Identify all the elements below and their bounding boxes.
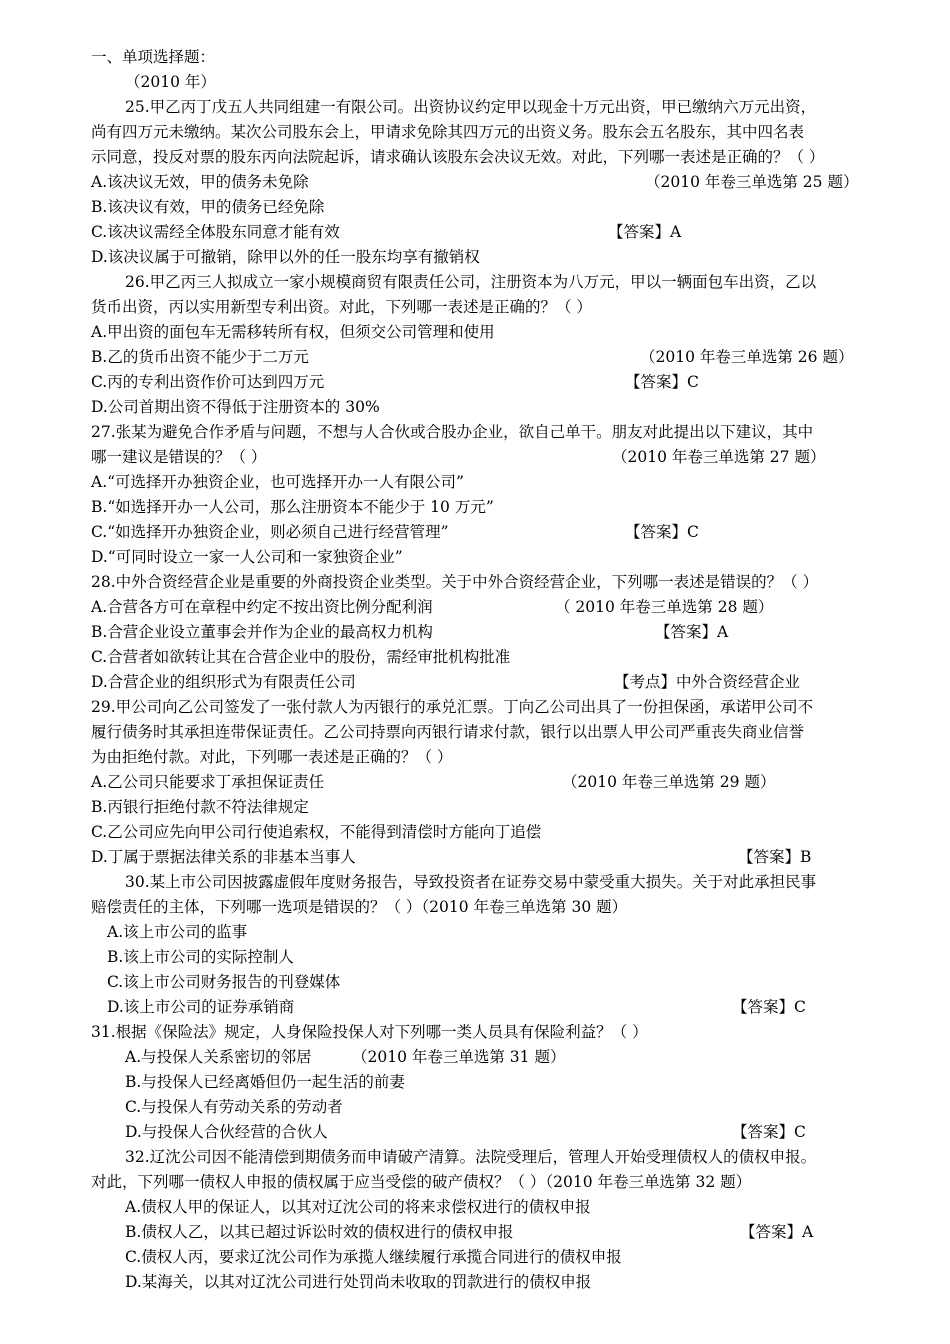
q32-stem-line-1: 32.辽沈公司因不能清偿到期债务而申请破产清算。法院受理后，管理人开始受理债权人的债权申报。 bbox=[125, 1148, 817, 1166]
q29-option-c: C.乙公司应先向甲公司行使追索权，不能得到清偿时方能向丁追偿 bbox=[91, 823, 542, 841]
q30-option-b: B.该上市公司的实际控制人 bbox=[107, 948, 294, 966]
q26-option-d: D.公司首期出资不得低于注册资本的 30% bbox=[91, 398, 380, 416]
q30-option-d: D.该上市公司的证券承销商 bbox=[107, 998, 295, 1016]
q27-answer: 【答案】C bbox=[625, 523, 699, 541]
q27-option-a: A.“可选择开办独资企业，也可选择开办一人有限公司” bbox=[91, 473, 464, 491]
q25-stem-line-1: 25.甲乙丙丁戊五人共同组建一有限公司。出资协议约定甲以现金十万元出资，甲已缴纳六万元出资， bbox=[125, 98, 817, 116]
q26-answer: 【答案】C bbox=[625, 373, 699, 391]
q29-source: （2010 年卷三单选第 29 题） bbox=[562, 773, 776, 791]
q26-option-a: A.甲出资的面包车无需移转所有权，但须交公司管理和使用 bbox=[91, 323, 495, 341]
q25-option-c: C.该决议需经全体股东同意才能有效 bbox=[91, 223, 340, 241]
q29-option-b: B.丙银行拒绝付款不符法律规定 bbox=[91, 798, 309, 816]
q27-option-d: D.“可同时设立一家一人公司和一家独资企业” bbox=[91, 548, 403, 566]
q31-option-a: A.与投保人关系密切的邻居 bbox=[125, 1048, 312, 1066]
q30-option-c: C.该上市公司财务报告的刊登媒体 bbox=[107, 973, 341, 991]
q30-stem-line-1: 30.某上市公司因披露虚假年度财务报告，导致投资者在证券交易中蒙受重大损失。关于对此承担民事 bbox=[125, 873, 817, 891]
q28-option-d: D.合营企业的组织形式为有限责任公司 bbox=[91, 673, 356, 691]
q31-source: （2010 年卷三单选第 31 题） bbox=[352, 1048, 566, 1066]
q27-option-c: C.“如选择开办独资企业，则必须自己进行经营管理” bbox=[91, 523, 449, 541]
q26-option-b: B.乙的货币出资不能少于二万元 bbox=[91, 348, 309, 366]
q25-option-b: B.该决议有效，甲的债务已经免除 bbox=[91, 198, 325, 216]
q31-option-c: C.与投保人有劳动关系的劳动者 bbox=[125, 1098, 343, 1116]
q26-stem-line-1: 26.甲乙丙三人拟成立一家小规模商贸有限责任公司，注册资本为八万元，甲以一辆面包车出资，乙以 bbox=[125, 273, 817, 291]
q30-stem-line-2: 赔偿责任的主体，下列哪一选项是错误的？（ ）（2010 年卷三单选第 30 题） bbox=[91, 898, 628, 916]
q29-answer: 【答案】B bbox=[738, 848, 812, 866]
q25-stem-line-2: 尚有四万元未缴纳。某次公司股东会上，甲请求免除其四万元的出资义务。股东会五名股东，其中四名表 bbox=[91, 123, 805, 141]
q26-stem-line-2: 货币出资，丙以实用新型专利出资。对此，下列哪一表述是正确的？（ ） bbox=[91, 298, 592, 316]
q32-option-a: A.债权人甲的保证人，以其对辽沈公司的将来求偿权进行的债权申报 bbox=[125, 1198, 591, 1216]
q32-stem-line-2: 对此，下列哪一债权人申报的债权属于应当受偿的破产债权？（ ）（2010 年卷三单选第 32 题） bbox=[91, 1173, 752, 1191]
q31-option-d: D.与投保人合伙经营的合伙人 bbox=[125, 1123, 328, 1141]
q26-source: （2010 年卷三单选第 26 题） bbox=[640, 348, 854, 366]
q28-source: （ 2010 年卷三单选第 28 题） bbox=[555, 598, 774, 616]
q32-option-c: C.债权人丙，要求辽沈公司作为承揽人继续履行承揽合同进行的债权申报 bbox=[125, 1248, 622, 1266]
q25-option-a: A.该决议无效，甲的债务未免除 bbox=[91, 173, 309, 191]
q28-stem-line-1: 28.中外合资经营企业是重要的外商投资企业类型。关于中外合资经营企业，下列哪一表述是错误的？（ ） bbox=[91, 573, 819, 591]
q28-answer: 【答案】A bbox=[655, 623, 729, 641]
q25-answer: 【答案】A bbox=[608, 223, 682, 241]
q29-option-a: A.乙公司只能要求丁承担保证责任 bbox=[91, 773, 325, 791]
q28-option-c: C.合营者如欲转让其在合营企业中的股份，需经审批机构批准 bbox=[91, 648, 511, 666]
q25-stem-line-3: 示同意，投反对票的股东丙向法院起诉，请求确认该股东会决议无效。对此，下列哪一表述是正确的？（ ） bbox=[91, 148, 825, 166]
q29-stem-line-1: 29.甲公司向乙公司签发了一张付款人为丙银行的承兑汇票。丁向乙公司出具了一份担保函，承诺甲公司不 bbox=[91, 698, 814, 716]
q30-option-a: A.该上市公司的监事 bbox=[107, 923, 248, 941]
q30-answer: 【答案】C bbox=[732, 998, 806, 1016]
q28-option-b: B.合营企业设立董事会并作为企业的最高权力机构 bbox=[91, 623, 433, 641]
q29-stem-line-3: 为由拒绝付款。对此，下列哪一表述是正确的？（ ） bbox=[91, 748, 453, 766]
q27-source: （2010 年卷三单选第 27 题） bbox=[612, 448, 826, 466]
year-header: （2010 年） bbox=[125, 73, 216, 91]
q29-stem-line-2: 履行债务时其承担连带保证责任。乙公司持票向丙银行请求付款，银行以出票人甲公司严重丧失商业信誉 bbox=[91, 723, 805, 741]
q28-option-a: A.合营各方可在章程中约定不按出资比例分配利润 bbox=[91, 598, 433, 616]
q32-answer: 【答案】A bbox=[740, 1223, 814, 1241]
q28-topic: 【考点】中外合资经营企业 bbox=[614, 673, 801, 691]
q32-option-d: D.某海关，以其对辽沈公司进行处罚尚未收取的罚款进行的债权申报 bbox=[125, 1273, 592, 1291]
q32-option-b: B.债权人乙，以其已超过诉讼时效的债权进行的债权申报 bbox=[125, 1223, 514, 1241]
q27-stem-line-1: 27.张某为避免合作矛盾与问题，不想与人合伙或合股办企业，欲自己单干。朋友对此提出以下建议，其中 bbox=[91, 423, 814, 441]
q27-option-b: B.“如选择开办一人公司，那么注册资本不能少于 10 万元” bbox=[91, 498, 494, 516]
q31-option-b: B.与投保人已经离婚但仍一起生活的前妻 bbox=[125, 1073, 405, 1091]
q29-option-d: D.丁属于票据法律关系的非基本当事人 bbox=[91, 848, 356, 866]
q26-option-c: C.丙的专利出资作价可达到四万元 bbox=[91, 373, 325, 391]
section-title: 一、单项选择题： bbox=[91, 48, 216, 66]
q27-stem-line-2: 哪一建议是错误的？（ ） bbox=[91, 448, 267, 466]
q31-answer: 【答案】C bbox=[732, 1123, 806, 1141]
q25-option-d: D.该决议属于可撤销，除甲以外的任一股东均享有撤销权 bbox=[91, 248, 480, 266]
q25-source: （2010 年卷三单选第 25 题） bbox=[645, 173, 859, 191]
q31-stem-line-1: 31.根据《保险法》规定，人身保险投保人对下列哪一类人员具有保险利益？（ ） bbox=[91, 1023, 648, 1041]
